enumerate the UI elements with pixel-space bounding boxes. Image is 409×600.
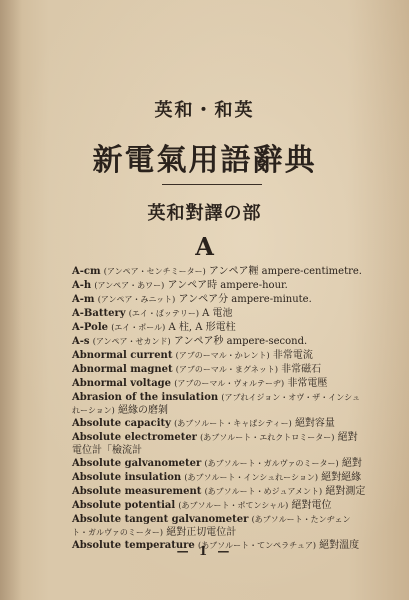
dictionary-entry xyxy=(72,500,362,513)
entry-term: Abnormal magnet xyxy=(72,364,173,375)
entry-definition: 絕對溫度 xyxy=(319,540,360,551)
entry-term: Absolute temperature xyxy=(72,540,195,551)
entry-definition: アンペア分 ampere-minute. xyxy=(178,294,312,305)
entry-definition: A 電池 xyxy=(202,308,233,319)
dictionary-entry xyxy=(72,432,362,457)
letter-heading: A xyxy=(195,232,214,261)
dictionary-entry xyxy=(72,392,362,417)
entry-reading: (あブソルート・ポてンシャル) xyxy=(178,501,289,510)
entry-term: Absolute capacity xyxy=(72,418,171,429)
entry-definition: アンペア時 ampere-hour. xyxy=(167,280,288,291)
dictionary-entry xyxy=(72,294,362,307)
entry-reading: (アンペア・あワー) xyxy=(94,281,165,290)
entry-term: Absolute galvanometer xyxy=(72,458,202,469)
entry-term: A-h xyxy=(72,280,92,291)
book-subtitle: 英和・和英 xyxy=(154,100,255,121)
entry-reading: (アブれイジョン・オヴ・ザ・インシュれーション) xyxy=(72,393,360,415)
entry-definition: 非常磁石 xyxy=(281,364,322,375)
dictionary-entry xyxy=(72,486,366,499)
entry-reading: (あブソルート・たンヂェント・ガルヴァのミーター) xyxy=(72,515,351,537)
entry-definition: 絕對測定 xyxy=(325,486,366,497)
entry-term: Abrasion of the insulation xyxy=(72,392,219,403)
entry-definition: 絕對絕緣 xyxy=(321,472,362,483)
dictionary-entry xyxy=(72,418,362,431)
entry-reading: (エイ・ポール) xyxy=(111,323,166,332)
book-title: 新電氣用語辭典 xyxy=(92,143,317,178)
entry-term: A-s xyxy=(72,336,90,347)
dictionary-entry xyxy=(72,308,362,321)
entry-reading: (あブソルート・インシュれーション) xyxy=(184,473,318,482)
entry-term: A-cm xyxy=(72,266,101,277)
entry-term: Absolute insulation xyxy=(72,472,182,483)
entry-term: A-Pole xyxy=(72,322,108,333)
entry-term: Absolute measurement xyxy=(72,486,202,497)
entry-reading: (あブソルート・めジュアメント) xyxy=(204,487,323,496)
entry-reading: (あブソルート・てンペラチュア) xyxy=(197,541,316,550)
entry-definition: アンペア糎 ampere-centimetre. xyxy=(208,266,362,277)
entry-definition: A 柱, A 形電柱 xyxy=(168,322,236,333)
entry-term: A-Battery xyxy=(72,308,126,319)
entry-definition: アンペア秒 ampere-second. xyxy=(173,336,308,347)
dictionary-entry xyxy=(72,514,362,539)
entry-definition: 絕對電位 xyxy=(291,500,332,511)
entry-term: Absolute potential xyxy=(72,500,176,511)
entry-reading: (アブのーマル・かレント) xyxy=(175,351,270,360)
dictionary-entry xyxy=(72,336,362,349)
entry-reading: (あブソルート・ガルヴァのミーター) xyxy=(204,459,339,468)
dictionary-entry xyxy=(72,350,362,363)
entry-definition: 絕緣の磨剝 xyxy=(118,404,168,416)
dictionary-entry xyxy=(72,472,362,485)
entry-definition: 絕對正切電位計 xyxy=(166,526,237,538)
entry-list xyxy=(0,266,409,551)
entry-reading: (アンペア・みニット) xyxy=(97,295,176,304)
dictionary-entry xyxy=(72,322,362,335)
entry-term: A-m xyxy=(72,294,95,305)
entry-reading: (エイ・ばッテリー) xyxy=(128,309,199,318)
entry-reading: (あブソルート・エれクトロミーター) xyxy=(200,433,335,442)
title-divider xyxy=(162,184,262,185)
dictionary-entry xyxy=(72,364,362,377)
entry-definition: 非常電流 xyxy=(272,350,313,361)
entry-term: Abnormal voltage xyxy=(72,378,172,389)
entry-reading: (アンペア・せカンド) xyxy=(92,337,171,346)
dictionary-entry xyxy=(72,378,362,391)
section-heading: 英和對譯の部 xyxy=(147,203,262,224)
entry-definition: 絕對電位計「檢流計 xyxy=(72,432,358,456)
entry-reading: (アブのーマル・ヴォルテーヂ) xyxy=(174,379,285,388)
entry-reading: (アンペア・センチミーター) xyxy=(103,267,206,276)
dictionary-entry xyxy=(72,266,362,279)
dictionary-entry xyxy=(72,458,362,471)
entry-definition: 絕對 xyxy=(341,458,362,469)
entry-reading: (アブのーマル・まグネット) xyxy=(175,365,278,374)
entry-reading: (あブソルート・キャぱシティー) xyxy=(174,419,292,428)
dictionary-entry xyxy=(72,280,362,293)
entry-term: Absolute electrometer xyxy=(72,432,197,443)
page-number: — 1 — xyxy=(176,544,233,558)
entry-definition: 絕對容量 xyxy=(294,418,335,429)
entry-term: Absolute tangent galvanometer xyxy=(72,514,249,525)
entry-term: Abnormal current xyxy=(72,350,173,361)
entry-definition: 非常電壓 xyxy=(287,378,328,389)
